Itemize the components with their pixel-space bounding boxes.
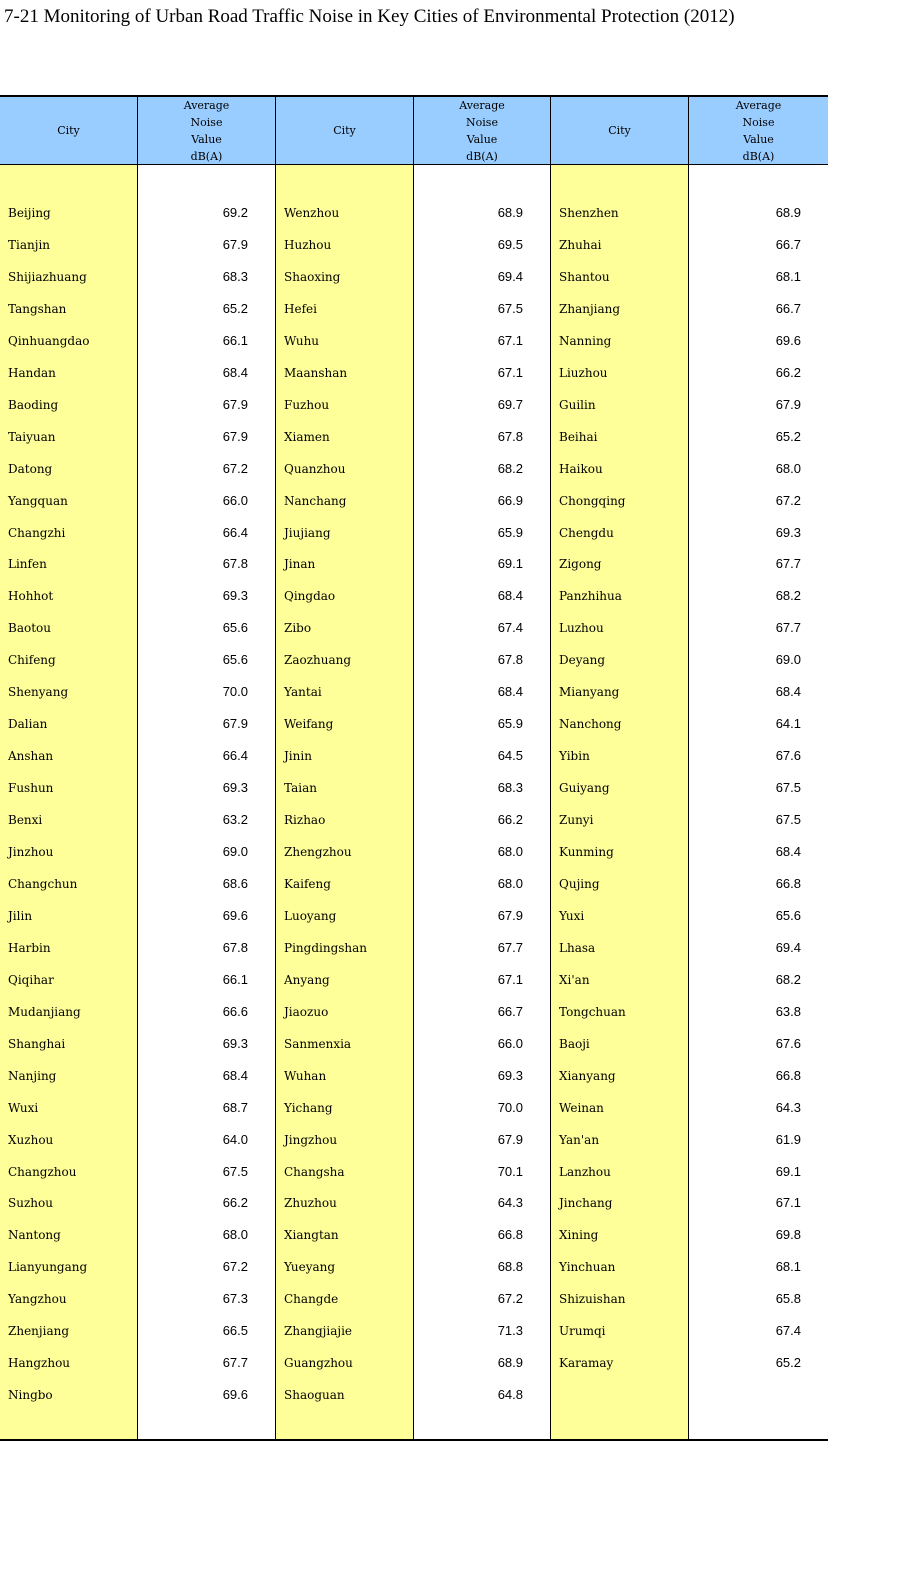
noise-value: 66.8 xyxy=(497,1227,523,1243)
city-name: Shizuishan xyxy=(559,1292,626,1307)
noise-value: 65.8 xyxy=(775,1291,801,1307)
city-name: Shaoxing xyxy=(284,269,341,284)
city-name: Nanchang xyxy=(284,493,347,508)
noise-value-column xyxy=(138,97,276,1439)
city-name: Wuhu xyxy=(284,333,320,348)
city-name: Shijiazhuang xyxy=(8,269,87,284)
city-name: Zhuzhou xyxy=(284,1196,337,1211)
noise-value: 66.4 xyxy=(222,524,248,540)
noise-value: 67.6 xyxy=(775,1035,801,1051)
city-name: Zigong xyxy=(559,557,602,572)
noise-value: 66.6 xyxy=(222,1003,248,1019)
city-name: Changzhi xyxy=(8,525,66,540)
city-name: Lianyungang xyxy=(8,1260,88,1275)
city-name: Jiujiang xyxy=(284,525,331,540)
noise-value: 67.4 xyxy=(775,1323,801,1339)
city-column xyxy=(551,97,689,1439)
header-city xyxy=(0,97,137,165)
noise-value: 69.6 xyxy=(222,907,248,923)
noise-value: 66.2 xyxy=(222,1195,248,1211)
header-average-noise xyxy=(689,97,828,165)
city-name: Weifang xyxy=(284,717,334,732)
city-name: Shenzhen xyxy=(559,206,619,220)
city-name: Tianjin xyxy=(8,237,51,252)
noise-value: 70.0 xyxy=(222,684,248,700)
city-name: Nanchong xyxy=(559,717,622,732)
noise-value: 67.5 xyxy=(222,1163,248,1179)
noise-value: 66.7 xyxy=(775,236,801,252)
city-name: Zhanjiang xyxy=(559,301,621,316)
noise-value: 69.0 xyxy=(222,844,248,859)
noise-value: 69.0 xyxy=(775,652,801,668)
header-average-noise-label xyxy=(459,97,505,165)
city-name: Jinzhou xyxy=(8,845,54,859)
city-name: Guiyang xyxy=(559,781,610,796)
city-name: Zaozhuang xyxy=(284,653,352,668)
city-name: Xuzhou xyxy=(8,1132,54,1147)
city-name: Chengdu xyxy=(559,525,614,540)
noise-value: 63.2 xyxy=(222,812,248,828)
noise-value: 68.7 xyxy=(222,1099,248,1115)
noise-value: 67.7 xyxy=(497,939,523,955)
noise-value: 64.0 xyxy=(222,1131,248,1147)
noise-value: 69.8 xyxy=(775,1227,801,1243)
noise-value: 65.6 xyxy=(775,907,801,923)
noise-value: 67.2 xyxy=(497,1291,523,1307)
city-name: Urumqi xyxy=(559,1324,606,1339)
noise-value: 67.3 xyxy=(222,1291,248,1307)
noise-value: 63.8 xyxy=(775,1003,801,1019)
noise-value: 67.7 xyxy=(775,556,801,572)
city-name: Luoyang xyxy=(284,908,337,923)
city-name: Jingzhou xyxy=(284,1132,338,1147)
header-line: Value xyxy=(191,132,222,146)
header-line: Noise xyxy=(466,115,498,129)
city-name: Zhenjiang xyxy=(8,1324,70,1339)
header-city-label: City xyxy=(333,124,356,137)
noise-value: 64.3 xyxy=(775,1099,801,1115)
city-name: Changzhou xyxy=(8,1164,77,1179)
noise-value: 68.0 xyxy=(775,460,801,476)
noise-value: 66.9 xyxy=(497,492,523,508)
city-name: Shanghai xyxy=(8,1036,66,1051)
header-average-noise xyxy=(414,97,550,165)
city-name: Yangzhou xyxy=(8,1292,67,1307)
noise-value: 69.3 xyxy=(222,588,248,604)
city-name: Rizhao xyxy=(284,813,326,828)
city-name: Handan xyxy=(8,365,56,380)
noise-value: 68.3 xyxy=(497,780,523,796)
city-name: Qiqihar xyxy=(8,972,54,987)
noise-value: 69.2 xyxy=(222,205,248,220)
city-name: Xi'an xyxy=(559,972,590,987)
noise-value: 65.9 xyxy=(497,716,523,732)
noise-value: 67.5 xyxy=(775,812,801,828)
noise-value-column xyxy=(689,97,828,1439)
noise-value: 68.0 xyxy=(497,844,523,859)
city-name: Qujing xyxy=(559,876,600,891)
city-name: Anshan xyxy=(8,749,54,764)
city-name: Yibin xyxy=(559,749,590,764)
city-name: Baotou xyxy=(8,621,51,636)
noise-value: 66.2 xyxy=(497,812,523,828)
noise-value: 67.2 xyxy=(775,492,801,508)
noise-value: 69.5 xyxy=(497,236,523,252)
noise-value: 69.1 xyxy=(775,1163,801,1179)
city-name: Taiyuan xyxy=(8,429,56,444)
noise-value: 64.3 xyxy=(497,1195,523,1211)
header-line: dB(A) xyxy=(190,149,223,163)
noise-value: 69.4 xyxy=(775,939,801,955)
header-line: Average xyxy=(735,98,782,112)
noise-table xyxy=(0,95,828,1441)
noise-value: 68.1 xyxy=(775,268,801,284)
noise-value: 66.8 xyxy=(775,875,801,891)
noise-value: 66.4 xyxy=(222,748,248,764)
city-name: Ningbo xyxy=(8,1388,53,1403)
noise-value: 65.2 xyxy=(775,1355,801,1371)
noise-value: 69.3 xyxy=(222,1035,248,1051)
city-name: Yinchuan xyxy=(559,1260,616,1275)
header-city-label: City xyxy=(57,124,80,137)
city-name: Weinan xyxy=(559,1100,604,1115)
noise-value: 67.9 xyxy=(222,396,248,412)
city-name: Yichang xyxy=(284,1100,333,1115)
city-name: Baoding xyxy=(8,397,59,412)
header-line: dB(A) xyxy=(466,149,498,163)
noise-value: 69.1 xyxy=(497,556,523,572)
noise-value: 67.2 xyxy=(222,460,248,476)
noise-value: 67.9 xyxy=(222,716,248,732)
city-name: Zhengzhou xyxy=(284,845,352,859)
city-name: Jinchang xyxy=(559,1196,613,1211)
city-name: Luzhou xyxy=(559,621,604,636)
city-name: Jilin xyxy=(8,908,33,923)
city-name: Beihai xyxy=(559,429,598,444)
noise-value: 68.4 xyxy=(775,684,801,700)
noise-value: 68.4 xyxy=(222,1067,248,1083)
city-name: Benxi xyxy=(8,813,43,828)
city-name: Anyang xyxy=(284,972,330,987)
noise-value: 67.1 xyxy=(775,1195,801,1211)
city-name: Qinhuangdao xyxy=(8,333,90,348)
city-name: Qingdao xyxy=(284,589,336,604)
city-name: Panzhihua xyxy=(559,589,622,604)
noise-value: 61.9 xyxy=(775,1131,801,1147)
header-line: Noise xyxy=(742,115,775,129)
city-name: Changde xyxy=(284,1292,339,1307)
city-name: Hefei xyxy=(284,301,317,316)
noise-value: 65.9 xyxy=(497,524,523,540)
noise-value: 67.8 xyxy=(497,428,523,444)
city-name: Yueyang xyxy=(284,1260,336,1275)
noise-value: 67.2 xyxy=(222,1259,248,1275)
noise-value: 66.1 xyxy=(222,332,248,348)
city-name: Taian xyxy=(284,781,317,796)
city-name: Dalian xyxy=(8,717,48,732)
noise-value: 69.6 xyxy=(775,332,801,348)
city-name: Kunming xyxy=(559,845,614,859)
city-name: Liuzhou xyxy=(559,365,608,380)
city-name: Sanmenxia xyxy=(284,1036,352,1051)
noise-value: 66.1 xyxy=(222,971,248,987)
city-name: Xiamen xyxy=(284,429,330,444)
noise-value: 67.7 xyxy=(222,1355,248,1371)
city-name: Jinin xyxy=(284,749,312,764)
city-name: Chongqing xyxy=(559,493,626,508)
city-name: Mudanjiang xyxy=(8,1004,81,1019)
city-name: Xianyang xyxy=(559,1068,616,1083)
noise-value: 68.4 xyxy=(775,844,801,859)
noise-value: 69.3 xyxy=(222,780,248,796)
city-name: Karamay xyxy=(559,1356,614,1371)
city-name: Shantou xyxy=(559,269,610,284)
city-name: Haikou xyxy=(559,461,603,476)
city-name: Wuxi xyxy=(8,1100,39,1115)
header-city-label: City xyxy=(608,124,631,137)
noise-value: 67.9 xyxy=(222,428,248,444)
noise-value: 66.8 xyxy=(775,1067,801,1083)
city-name: Harbin xyxy=(8,940,51,955)
city-name: Kaifeng xyxy=(284,876,331,891)
noise-value: 67.8 xyxy=(222,556,248,572)
header-average-noise-label xyxy=(184,97,230,165)
city-name: Shenyang xyxy=(8,685,69,700)
noise-value: 67.1 xyxy=(497,364,523,380)
city-name: Shaoguan xyxy=(284,1388,345,1403)
city-name: Tongchuan xyxy=(559,1004,626,1019)
noise-value: 68.3 xyxy=(222,268,248,284)
city-name: Hohhot xyxy=(8,589,54,604)
header-city xyxy=(276,97,413,165)
noise-value: 68.9 xyxy=(497,1355,523,1371)
noise-value: 68.9 xyxy=(497,205,523,220)
city-name: Yangquan xyxy=(8,493,68,508)
header-line: Average xyxy=(459,98,505,112)
noise-value: 65.2 xyxy=(775,428,801,444)
noise-value: 67.4 xyxy=(497,620,523,636)
noise-value: 65.2 xyxy=(222,300,248,316)
city-column xyxy=(0,97,138,1439)
city-name: Xiangtan xyxy=(284,1228,339,1243)
noise-value: 68.4 xyxy=(497,684,523,700)
noise-value: 67.5 xyxy=(775,780,801,796)
noise-value: 68.4 xyxy=(497,588,523,604)
city-name: Changsha xyxy=(284,1164,345,1179)
city-name: Beijing xyxy=(8,206,51,220)
header-line: Average xyxy=(183,98,230,112)
city-name: Chifeng xyxy=(8,653,56,668)
noise-value: 69.6 xyxy=(222,1387,248,1403)
noise-value: 69.7 xyxy=(497,396,523,412)
city-name: Zhangjiajie xyxy=(284,1324,353,1339)
city-name: Changchun xyxy=(8,876,78,891)
city-name: Huzhou xyxy=(284,237,332,252)
header-average-noise xyxy=(138,97,275,165)
header-average-noise-label xyxy=(736,97,782,165)
city-name: Wenzhou xyxy=(284,206,340,220)
noise-value: 67.8 xyxy=(497,652,523,668)
noise-value-column xyxy=(414,97,551,1439)
noise-value: 69.3 xyxy=(775,524,801,540)
noise-value: 68.2 xyxy=(775,588,801,604)
noise-value: 67.5 xyxy=(497,300,523,316)
city-name: Lanzhou xyxy=(559,1164,611,1179)
noise-value: 70.1 xyxy=(497,1163,523,1179)
noise-value: 68.2 xyxy=(497,460,523,476)
noise-value: 69.4 xyxy=(497,268,523,284)
noise-value: 66.0 xyxy=(497,1035,523,1051)
city-name: Jiaozuo xyxy=(284,1004,329,1019)
noise-value: 67.1 xyxy=(497,332,523,348)
city-name: Linfen xyxy=(8,557,47,572)
noise-value: 68.0 xyxy=(497,875,523,891)
city-name: Jinan xyxy=(284,557,316,572)
noise-value: 68.4 xyxy=(222,364,248,380)
city-name: Datong xyxy=(8,461,53,476)
city-name: Mianyang xyxy=(559,685,620,700)
header-city xyxy=(551,97,688,165)
noise-value: 68.9 xyxy=(775,205,801,220)
city-name: Quanzhou xyxy=(284,461,346,476)
city-name: Xining xyxy=(559,1228,599,1243)
noise-value: 66.2 xyxy=(775,364,801,380)
city-name: Suzhou xyxy=(8,1196,53,1211)
city-column xyxy=(276,97,414,1439)
city-name: Yantai xyxy=(284,685,322,700)
city-name: Zhuhai xyxy=(559,237,602,252)
noise-value: 65.6 xyxy=(222,620,248,636)
noise-value: 67.8 xyxy=(222,939,248,955)
page-title: 7-21 Monitoring of Urban Road Traffic Noise in Key Cities of Environmental Protection (2012) xyxy=(4,6,735,27)
noise-value: 66.5 xyxy=(222,1323,248,1339)
noise-value: 64.1 xyxy=(775,716,801,732)
header-line: Value xyxy=(466,132,498,146)
noise-value: 67.6 xyxy=(775,748,801,764)
city-name: Hangzhou xyxy=(8,1356,71,1371)
city-name: Guilin xyxy=(559,397,596,412)
noise-value: 68.6 xyxy=(222,875,248,891)
header-line: dB(A) xyxy=(742,149,775,163)
noise-value: 70.0 xyxy=(497,1099,523,1115)
city-name: Baoji xyxy=(559,1036,590,1051)
noise-value: 67.9 xyxy=(775,396,801,412)
city-name: Lhasa xyxy=(559,940,596,955)
noise-value: 66.7 xyxy=(497,1003,523,1019)
noise-value: 71.3 xyxy=(497,1323,523,1339)
city-name: Nantong xyxy=(8,1228,61,1243)
noise-value: 65.6 xyxy=(222,652,248,668)
noise-value: 67.9 xyxy=(497,1131,523,1147)
noise-value: 69.3 xyxy=(497,1067,523,1083)
noise-value: 66.7 xyxy=(775,300,801,316)
noise-value: 67.1 xyxy=(497,971,523,987)
city-name: Fushun xyxy=(8,781,54,796)
city-name: Deyang xyxy=(559,653,606,668)
noise-value: 64.8 xyxy=(497,1387,523,1403)
noise-value: 68.8 xyxy=(497,1259,523,1275)
city-name: Pingdingshan xyxy=(284,940,368,955)
city-name: Tangshan xyxy=(8,301,67,316)
noise-value: 66.0 xyxy=(222,492,248,508)
city-name: Yan'an xyxy=(559,1132,600,1147)
city-name: Zunyi xyxy=(559,813,594,828)
header-line: Value xyxy=(743,132,774,146)
noise-value: 68.1 xyxy=(775,1259,801,1275)
city-name: Maanshan xyxy=(284,365,348,380)
noise-value: 67.7 xyxy=(775,620,801,636)
city-name: Nanning xyxy=(559,333,612,348)
city-name: Wuhan xyxy=(284,1068,327,1083)
noise-value: 68.0 xyxy=(222,1227,248,1243)
city-name: Nanjing xyxy=(8,1068,57,1083)
noise-value: 64.5 xyxy=(497,748,523,764)
city-name: Guangzhou xyxy=(284,1356,353,1371)
noise-value: 67.9 xyxy=(497,907,523,923)
city-name: Yuxi xyxy=(559,908,585,923)
noise-value: 68.2 xyxy=(775,971,801,987)
header-line: Noise xyxy=(190,115,223,129)
city-name: Fuzhou xyxy=(284,397,330,412)
city-name: Zibo xyxy=(284,621,312,636)
noise-value: 67.9 xyxy=(222,236,248,252)
